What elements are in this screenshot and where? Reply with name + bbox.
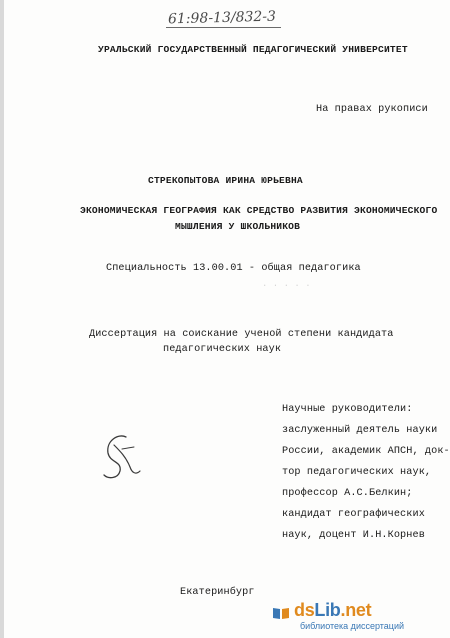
archive-stamp: 61:98-13/832-3: [167, 8, 277, 28]
supervisor-line-6: наук, доцент И.Н.Корнев: [282, 530, 425, 541]
watermark-ds: ds: [294, 600, 315, 620]
supervisor-line-2: России, академик АПСН, док-: [282, 446, 450, 457]
scan-edge: [0, 0, 4, 638]
supervisor-line-1: заслуженный деятель науки: [282, 425, 438, 436]
university-name: УРАЛЬСКИЙ ГОСУДАРСТВЕННЫЙ ПЕДАГОГИЧЕСКИЙ УНИВЕРСИТЕТ: [98, 44, 408, 55]
degree-line-2: педагогических наук: [163, 344, 282, 355]
title-line-2: МЫШЛЕНИЯ У ШКОЛЬНИКОВ: [175, 221, 301, 232]
book-icon: [272, 606, 290, 620]
supervisor-line-4: профессор А.С.Белкин;: [282, 488, 413, 499]
author-name: СТРЕКОПЫТОВА ИРИНА ЮРЬЕВНА: [148, 175, 303, 186]
watermark-net: .net: [340, 600, 372, 620]
title-line-1: ЭКОНОМИЧЕСКАЯ ГЕОГРАФИЯ КАК СРЕДСТВО РАЗВИТИЯ ЭКОНОМИЧЕСКОГО: [80, 205, 438, 216]
supervisors-heading: Научные руководители:: [282, 404, 413, 415]
watermark-logo: [294, 600, 371, 621]
watermark-subtitle: библиотека диссертаций: [300, 621, 405, 631]
bleed-through-mark: · · · · ·: [262, 281, 311, 291]
supervisor-line-5: кандидат географических: [282, 509, 425, 520]
city: Екатеринбург: [180, 587, 255, 598]
watermark: [294, 600, 444, 634]
watermark-lib: Lib: [314, 600, 341, 620]
supervisor-line-3: тор педагогических наук,: [282, 467, 432, 478]
stamp-underline: [166, 27, 281, 28]
degree-line-1: Диссертация на соискание ученой степени кандидата: [89, 329, 394, 340]
specialty: Специальность 13.00.01 - общая педагогика: [106, 263, 361, 274]
handwritten-signature: [96, 431, 144, 483]
manuscript-note: На правах рукописи: [316, 104, 428, 115]
